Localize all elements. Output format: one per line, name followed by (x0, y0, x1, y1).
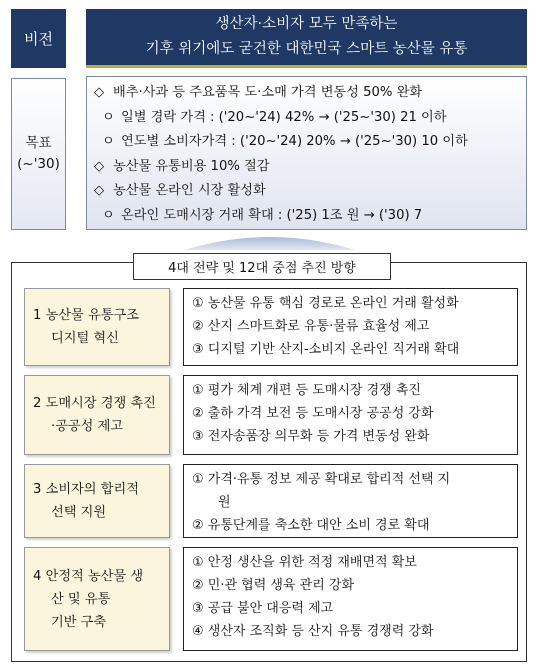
strategy-label-1 (24, 288, 170, 366)
strategy-label-line: 2 도매시장 경쟁 촉진 (33, 396, 156, 411)
strategy-item: ① 평가 체계 개편 등 도매시장 경쟁 촉진 (192, 383, 421, 398)
strategy-label-4 (24, 547, 170, 651)
vision-label: 비전 (11, 9, 66, 68)
goal-list (86, 76, 527, 230)
strategy-items-4 (183, 547, 518, 651)
strategy-item: ② 산지 스마트화로 유통·물류 효율성 제고 (192, 319, 430, 334)
vision-line-2: 기후 위기에도 굳건한 대한민국 스마트 농산물 유통 (145, 41, 468, 57)
vision-line-1: 생산자·소비자 모두 만족하는 (215, 16, 398, 32)
diamond-bullet-icon: ◇ (94, 158, 105, 174)
strategy-label-line: 4 안정적 농산물 생 (33, 568, 144, 584)
circle-bullet-icon: ㅇ (102, 134, 115, 149)
diamond-bullet-icon: ◇ (94, 183, 105, 198)
strategy-item: ② 유통단계를 축소한 대안 소비 경로 확대 (192, 518, 430, 533)
goal-subitem (94, 204, 526, 229)
goal-subitem-text: 온라인 도매시장 거래 확대 : ('25) 1조 원 → ('30) 7 (121, 207, 423, 223)
goal-label (11, 78, 66, 230)
strategy-title: 4대 전략 및 12대 중점 추진 방향 (133, 253, 391, 280)
circle-bullet-icon: ㅇ (102, 207, 115, 223)
goal-item-text: 배추·사과 등 주요품목 도·소매 가격 변동성 50% 완화 (113, 85, 423, 100)
goal-subitem-text: 일별 경락 가격 : ('20~'24) 42% → ('25~'30) 21 이하 (121, 109, 447, 125)
strategy-label-line: 3 소비자의 합리적 (33, 482, 139, 497)
strategy-label-line: 1 농산물 유통구조 (33, 308, 139, 323)
strategy-items-3 (183, 464, 518, 538)
strategy-label-line: 산 및 유통 (51, 591, 111, 607)
diamond-bullet-icon: ◇ (94, 85, 105, 100)
goal-item (94, 155, 526, 180)
strategy-label-2 (24, 375, 170, 455)
goal-subitem (94, 106, 526, 131)
strategy-item: ③ 공급 불안 대응력 제고 (192, 601, 334, 616)
strategy-item: ① 가격·유통 정보 제공 확대로 합리적 선택 지 (192, 472, 451, 487)
strategy-item: ③ 전자송품장 의무화 등 가격 변동성 완화 (192, 429, 430, 444)
strategy-items-2 (183, 375, 518, 455)
goal-item (94, 81, 526, 106)
strategy-item: ① 농산물 유통 핵심 경로로 온라인 거래 활성화 (192, 296, 459, 311)
goal-item-text: 농산물 온라인 시장 활성화 (113, 183, 266, 198)
strategy-item: ① 안정 생산을 위한 적정 재배면적 확보 (192, 555, 417, 570)
strategy-items-1 (183, 288, 518, 366)
circle-bullet-icon: ㅇ (102, 109, 115, 125)
strategy-item: ② 민·관 협력 생육 관리 강화 (192, 578, 355, 593)
strategy-label-3 (24, 464, 170, 538)
strategy-item-continuation: 원 (218, 495, 231, 510)
strategy-item: ④ 생산자 조직화 등 산지 유통 경쟁력 강화 (192, 624, 434, 639)
goal-label-title: 목표 (25, 135, 52, 151)
strategy-label-line: ·공공성 제고 (51, 419, 124, 434)
strategy-label-line: 기반 구축 (51, 614, 107, 630)
vision-statement (86, 9, 527, 68)
goal-item-text: 농산물 유통비용 10% 절감 (113, 158, 270, 174)
goal-subitem (94, 130, 526, 155)
goal-item (94, 179, 526, 204)
strategy-label-line: 선택 지원 (51, 505, 107, 520)
strategy-item: ② 출하 가격 보전 등 도매시장 공공성 강화 (192, 406, 434, 421)
goal-subitem-text: 연도별 소비자가격 : ('20~'24) 20% → ('25~'30) 10 이하 (121, 134, 468, 149)
arrow-up-icon (185, 228, 355, 250)
strategy-item: ③ 디지털 기반 산지-소비지 온라인 직거래 확대 (192, 342, 460, 357)
strategy-label-line: 디지털 혁신 (51, 331, 119, 346)
goal-label-period: (~'30) (17, 156, 60, 172)
